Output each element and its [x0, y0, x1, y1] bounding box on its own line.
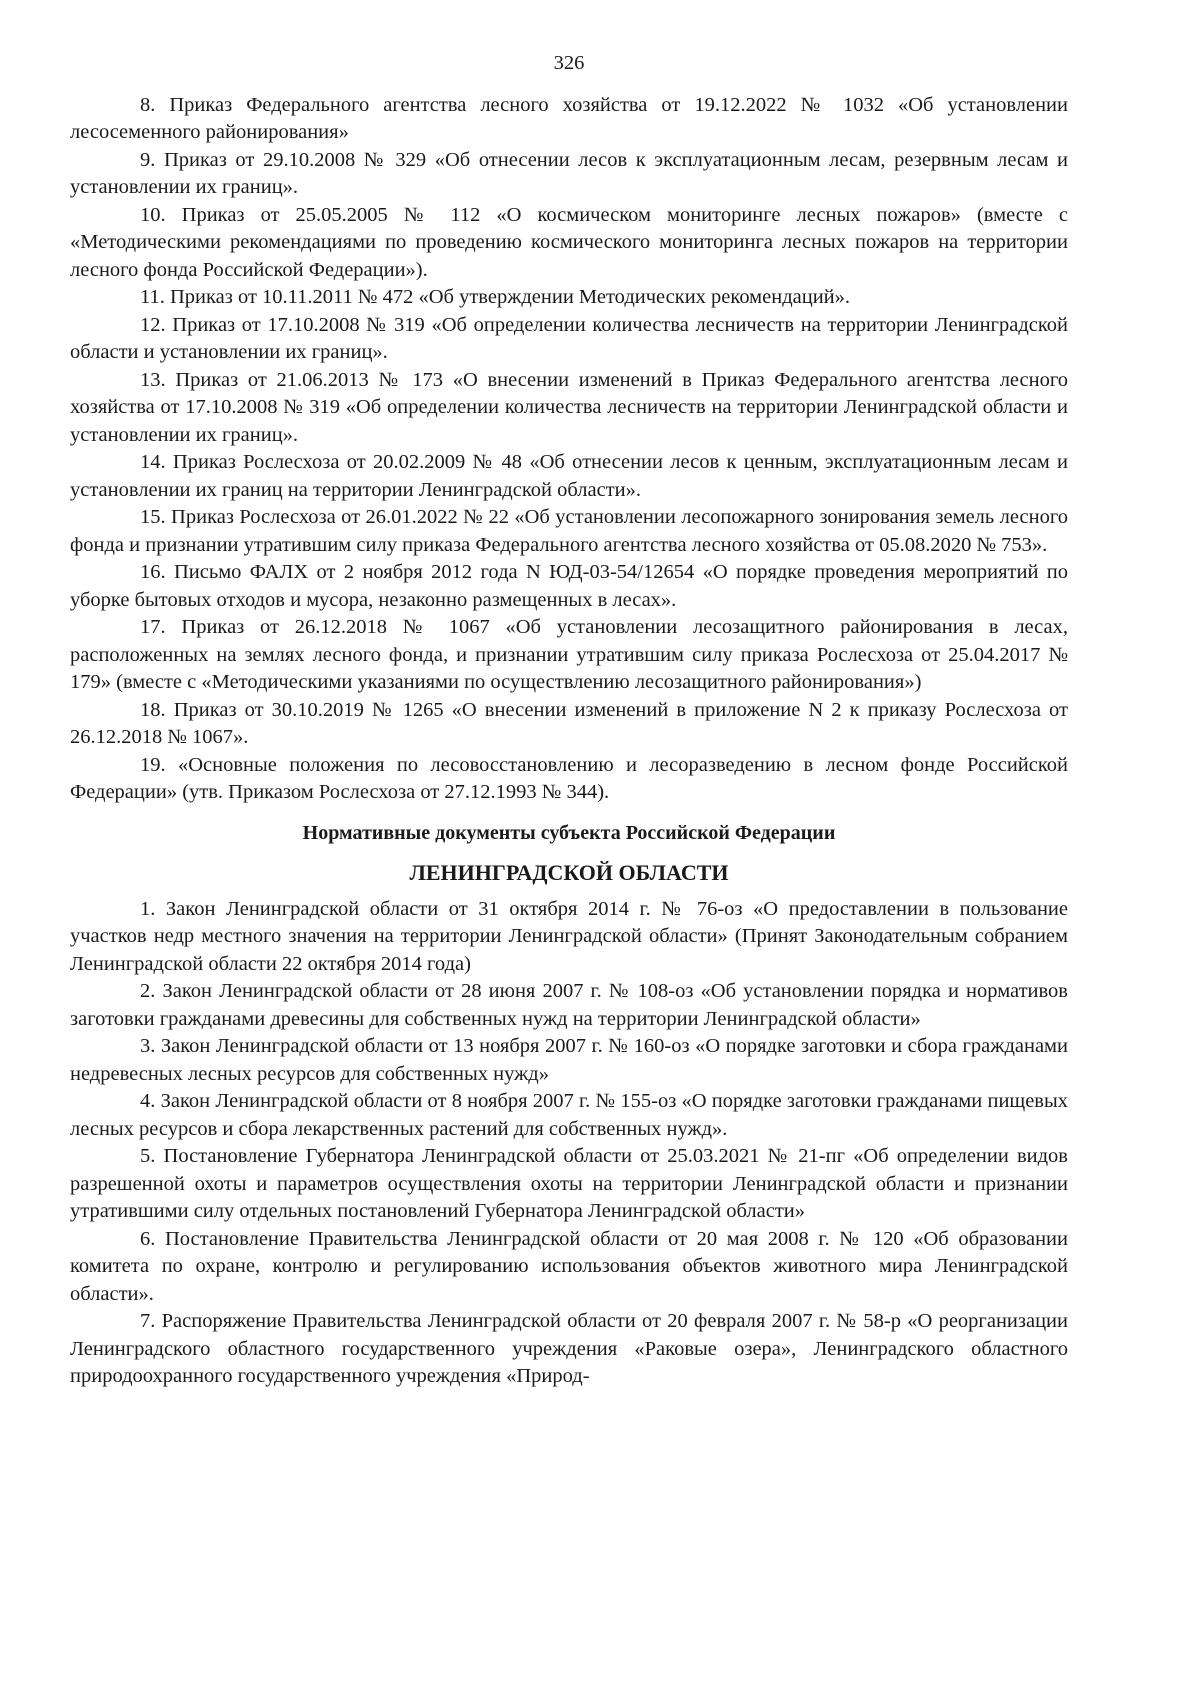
- list-item: 1. Закон Ленинградской области от 31 октября 2014 г. № 76-оз «О предоставлении в пользование участков недр местного значения на территории Ленинградской области» (Принят Законодательным собранием Ленинградской области 22 октября 2014 года): [70, 897, 1068, 975]
- section-subheading: ЛЕНИНГРАДСКОЙ ОБЛАСТИ: [409, 860, 729, 885]
- regional-documents-list: [70, 896, 1068, 1391]
- list-item: 2. Закон Ленинградской области от 28 июня 2007 г. № 108-оз «Об установлении порядка и нормативов заготовки гражданами древесины для собственных нужд на территории Ленинградской области»: [70, 980, 1068, 1030]
- list-item: 7. Распоряжение Правительства Ленинградской области от 20 февраля 2007 г. № 58-р «О реорганизации Ленинградского областного государственного учреждения «Раковые озера», Ленинградского областного природоохранного государственного учреждения «Природ-: [70, 1310, 1068, 1387]
- list-item: 10. Приказ от 25.05.2005 № 112 «О космическом мониторинге лесных пожаров» (вместе с «Методическими рекомендациями по проведению космического мониторинга лесных пожаров на территории лесного фонда Российской Федерации»).: [70, 203, 1068, 281]
- list-item: 13. Приказ от 21.06.2013 № 173 «О внесении изменений в Приказ Федерального агентства лесного хозяйства от 17.10.2008 № 319 «Об определении количества лесничеств на территории Ленинградской области и установлении их границ».: [70, 368, 1068, 446]
- document-page: [70, 50, 1068, 1391]
- section-heading: Нормативные документы субъекта Российской Федерации: [302, 821, 836, 844]
- federal-documents-list: [70, 92, 1068, 807]
- list-item: 6. Постановление Правительства Ленинградской области от 20 мая 2008 г. № 120 «Об образовании комитета по охране, контролю и регулированию использования объектов животного мира Ленинградской области».: [70, 1227, 1068, 1305]
- list-item: 8. Приказ Федерального агентства лесного хозяйства от 19.12.2022 № 1032 «Об установлении лесосеменного районирования»: [70, 93, 1068, 143]
- list-item: 16. Письмо ФАЛХ от 2 ноября 2012 года N ЮД-03-54/12654 «О порядке проведения мероприятий по уборке бытовых отходов и мусора, незаконно размещенных в лесах».: [70, 561, 1068, 611]
- page-number: 326: [553, 52, 585, 74]
- list-item: 5. Постановление Губернатора Ленинградской области от 25.03.2021 № 21-пг «Об определении видов разрешенной охоты и параметров осуществления охоты на территории Ленинградской области и признании утратившими силу отдельных постановлений Губернатора Ленинградской области»: [70, 1145, 1068, 1222]
- list-item: 19. «Основные положения по лесовосстановлению и лесоразведению в лесном фонде Российской Федерации» (утв. Приказом Рослесхоза от 27.12.1993 № 344).: [70, 753, 1068, 803]
- list-item: 11. Приказ от 10.11.2011 № 472 «Об утверждении Методических рекомендаций».: [140, 286, 851, 308]
- list-item: 17. Приказ от 26.12.2018 № 1067 «Об установлении лесозащитного районирования в лесах, расположенных на землях лесного фонда, и признании утратившим силу приказа Рослесхоза от 25.04.2017 № 179» (вместе с «Методическими указаниями по осуществлению лесозащитного районирования»): [70, 616, 1068, 693]
- list-item: 12. Приказ от 17.10.2008 № 319 «Об определении количества лесничеств на территории Ленинградской области и установлении их границ».: [70, 313, 1068, 363]
- list-item: 3. Закон Ленинградской области от 13 ноября 2007 г. № 160-оз «О порядке заготовки и сбора гражданами недревесных лесных ресурсов для собственных нужд»: [70, 1035, 1068, 1085]
- list-item: 18. Приказ от 30.10.2019 № 1265 «О внесении изменений в приложение N 2 к приказу Рослесхоза от 26.12.2018 № 1067».: [70, 698, 1068, 748]
- list-item: 9. Приказ от 29.10.2008 № 329 «Об отнесении лесов к эксплуатационным лесам, резервным лесам и установлении их границ».: [70, 148, 1068, 198]
- list-item: 4. Закон Ленинградской области от 8 ноября 2007 г. № 155-оз «О порядке заготовки гражданами пищевых лесных ресурсов и сбора лекарственных растений для собственных нужд».: [70, 1090, 1068, 1140]
- list-item: 14. Приказ Рослесхоза от 20.02.2009 № 48 «Об отнесении лесов к ценным, эксплуатационным лесам и установлении их границ на территории Ленинградской области».: [70, 451, 1068, 501]
- list-item: 15. Приказ Рослесхоза от 26.01.2022 № 22 «Об установлении лесопожарного зонирования земель лесного фонда и признании утратившим силу приказа Федерального агентства лесного хозяйства от 05.08.2020 № 753».: [70, 506, 1068, 556]
